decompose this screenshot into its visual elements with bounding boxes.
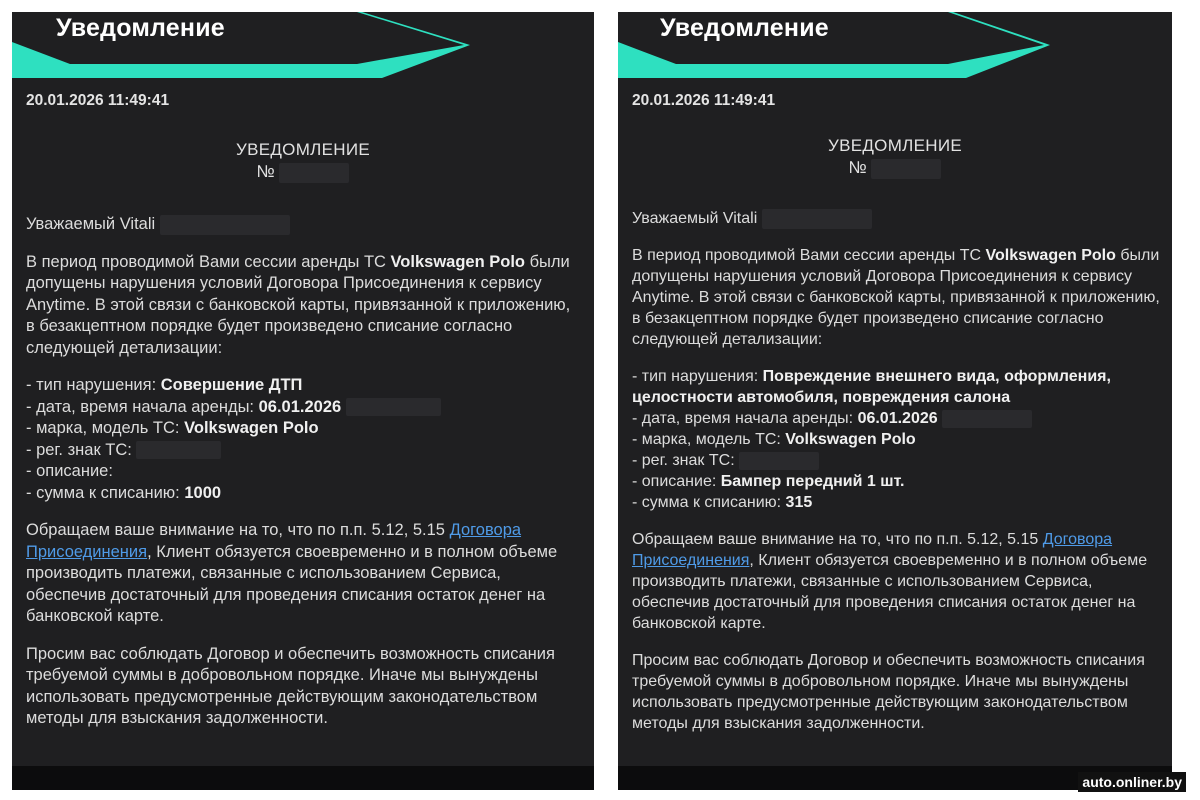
detail-label: - дата, время начала аренды:	[26, 397, 259, 416]
detail-make-model	[26, 418, 582, 440]
detail-description	[632, 471, 1162, 492]
greeting	[26, 214, 582, 236]
greeting-text: Уважаемый Vitali	[632, 210, 758, 227]
source-watermark: auto.onliner.by	[1078, 772, 1186, 792]
redacted-time	[942, 410, 1032, 428]
detail-rental-start	[26, 397, 582, 419]
detail-rental-start	[632, 408, 1162, 429]
greeting	[632, 208, 1162, 229]
notice-text-start: Обращаем ваше внимание на то, что по п.п. 5.12, 5.15	[632, 531, 1043, 548]
notice-text-end: , Клиент обязуется своевременно и в полном объеме производить платежи, связанные с использованием Сервиса, обеспечив достаточный для проведения списания остаток денег на банковской карте.	[26, 542, 558, 625]
details-list	[26, 375, 582, 504]
redacted-plate	[136, 441, 221, 459]
intro-paragraph	[26, 252, 582, 360]
detail-reg-plate	[632, 450, 1162, 471]
redacted-surname	[160, 215, 290, 235]
detail-value: Volkswagen Polo	[785, 431, 916, 448]
detail-violation-type	[26, 375, 582, 397]
detail-label: - тип нарушения:	[632, 368, 763, 385]
intro-vehicle: Volkswagen Polo	[390, 252, 526, 271]
notice-paragraph	[632, 529, 1162, 634]
detail-value: 315	[785, 494, 813, 511]
banner-title: Уведомление	[660, 14, 829, 42]
closing-paragraph: Просим вас соблюдать Договор и обеспечить возможность списания требуемой суммы в добровольном порядке. Иначе мы вынуждены использовать предусмотренные действующим законодательством методы для взыскания задолженности.	[632, 652, 1145, 732]
intro-text-end: были допущены нарушения условий Договора Присоединения к сервису Anytime. В этой связи с банковской карты, привязанной к приложению, в безакцептном порядке будет произведено списание согласно следующей детализации:	[632, 247, 1160, 348]
message-body	[26, 214, 582, 746]
detail-amount	[632, 492, 1162, 513]
document-title: УВЕДОМЛЕНИЕ	[827, 136, 962, 155]
notice-paragraph	[26, 520, 582, 628]
document-number-prefix: №	[848, 158, 867, 177]
detail-value: 06.01.2026	[857, 410, 938, 427]
greeting-text: Уважаемый Vitali	[26, 215, 156, 233]
notice-text-end: , Клиент обязуется своевременно и в полном объеме производить платежи, связанные с использованием Сервиса, обеспечив достаточный для проведения списания остаток денег на банковской карте.	[632, 552, 1148, 632]
detail-reg-plate	[26, 440, 582, 462]
redacted-surname	[762, 209, 872, 229]
redacted-plate	[739, 452, 819, 470]
detail-value: Бампер передний 1 шт.	[720, 473, 905, 490]
message-body	[632, 208, 1162, 750]
intro-text-start: В период проводимой Вами сессии аренды ТС	[632, 247, 986, 264]
intro-text-start: В период проводимой Вами сессии аренды ТС	[26, 252, 391, 271]
notification-screen-right	[618, 12, 1172, 790]
detail-amount	[26, 483, 582, 505]
detail-description	[26, 461, 582, 483]
intro-text-end: были допущены нарушения условий Договора Присоединения к сервису Anytime. В этой связи с банковской карты, привязанной к приложению, в безакцептном порядке будет произведено списание согласно следующей детализации:	[26, 252, 571, 357]
details-list	[632, 366, 1162, 513]
document-number	[257, 162, 350, 183]
detail-value: Совершение ДТП	[160, 376, 303, 394]
detail-label: - тип нарушения:	[26, 376, 161, 394]
timestamp: 20.01.2026 11:49:41	[26, 92, 170, 109]
contract-link[interactable]: Договора Присоединения	[632, 531, 1113, 569]
notice-text-start: Обращаем ваше внимание на то, что по п.п. 5.12, 5.15	[26, 521, 450, 539]
header-banner	[12, 12, 594, 78]
notification-screen-left	[12, 12, 594, 790]
detail-label: - сумма к списанию:	[632, 494, 786, 511]
detail-label: - марка, модель ТС:	[26, 419, 185, 437]
closing-paragraph: Просим вас соблюдать Договор и обеспечить возможность списания требуемой суммы в добровольном порядке. Иначе мы вынуждены использовать предусмотренные действующим законодательством методы для взыскания задолженности.	[26, 644, 555, 727]
detail-value: 06.01.2026	[258, 397, 342, 416]
banner-title: Уведомление	[56, 14, 225, 42]
intro-vehicle: Volkswagen Polo	[985, 247, 1116, 264]
detail-make-model	[632, 429, 1162, 450]
detail-label: - рег. знак ТС:	[26, 440, 137, 459]
detail-value: Volkswagen Polo	[184, 419, 319, 437]
detail-label: - дата, время начала аренды:	[632, 410, 858, 427]
redacted-number	[871, 159, 941, 179]
bottom-bar	[12, 766, 594, 790]
header-banner	[618, 12, 1172, 78]
document-number	[849, 158, 942, 179]
detail-label: - описание:	[632, 473, 721, 490]
detail-label: - рег. знак ТС:	[632, 452, 740, 469]
contract-link[interactable]: Договора Присоединения	[26, 521, 522, 561]
detail-label: - сумма к списанию:	[26, 483, 185, 502]
redacted-time	[346, 398, 441, 416]
detail-label: - описание:	[26, 462, 113, 480]
document-header	[12, 140, 594, 183]
detail-label: - марка, модель ТС:	[632, 431, 786, 448]
timestamp: 20.01.2026 11:49:41	[632, 92, 776, 109]
detail-violation-type	[632, 366, 1162, 408]
detail-value: 1000	[184, 483, 222, 502]
redacted-number	[279, 163, 349, 183]
document-number-prefix: №	[256, 162, 275, 181]
detail-value: Повреждение внешнего вида, оформления, целостности автомобиля, повреждения салона	[632, 368, 1111, 406]
document-title: УВЕДОМЛЕНИЕ	[235, 140, 370, 159]
intro-paragraph	[632, 245, 1162, 350]
document-header	[618, 136, 1172, 179]
